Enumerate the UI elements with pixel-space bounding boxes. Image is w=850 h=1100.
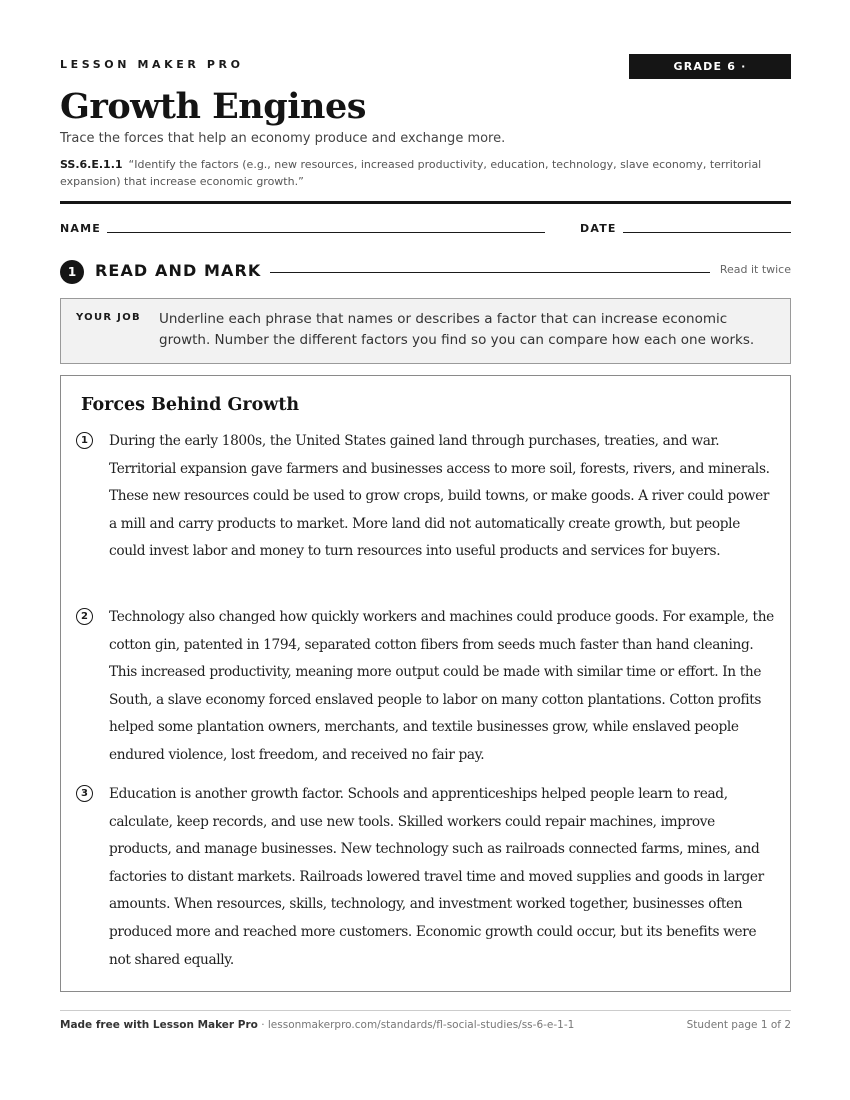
footer-divider [60, 1010, 791, 1011]
paragraph-number: 1 [76, 432, 93, 449]
paragraph-number: 3 [76, 785, 93, 802]
grade-badge: GRADE 6 · SS.6.E.1.1 [629, 54, 791, 79]
paragraph-number: 2 [76, 608, 93, 625]
paragraph: During the early 1800s, the United States gained land through purchases, treaties, and war. Territorial expansion gave farmers and businesses access to more soil, forests, rivers, and minerals. These new resources could be used to grow crops, build towns, or make goods. A river could power a mill and carry products to market. More land did not automatically create growth, but people could invest labor and money to turn resources into useful products and services for buyers. [109, 433, 770, 560]
section-note: Read it twice [719, 263, 791, 276]
standard-text: “Identify the factors (e.g., new resources, increased productivity, education, technology, slave economy, territorial expansion) that increase economic growth.” [60, 158, 762, 188]
name-label: NAME [60, 222, 101, 235]
date-label: DATE [580, 222, 617, 235]
instructions-label: YOUR JOB [76, 312, 141, 323]
section-number-badge: 1 [60, 260, 84, 284]
name-field[interactable] [107, 232, 545, 233]
section-header [60, 259, 791, 285]
section-divider [270, 272, 710, 273]
date-field[interactable] [623, 232, 791, 233]
instructions-box [60, 298, 791, 364]
paragraph: Education is another growth factor. Schools and apprenticeships helped people learn to read, calculate, keep records, and use new tools. Skilled workers could repair machines, improve products, and manage businesses. New technology such as railroads connected farms, mines, and factories to distant markets. Railroads lowered travel time and moved supplies and goods in larger amounts. When resources, skills, technology, and investment worked together, businesses often produced more and reached more customers. Economic growth could occur, but its benefits were not shared equally. [109, 786, 764, 968]
standard-code: SS.6.E.1.1 [60, 158, 123, 171]
section-title: READ AND MARK [95, 261, 262, 280]
brand-name: LESSON MAKER PRO [60, 58, 244, 71]
header-divider [60, 201, 791, 204]
footer-made-with: Made free with Lesson Maker Pro [60, 1019, 258, 1031]
reading-passage [60, 375, 791, 992]
instructions-text: Underline each phrase that names or describes a factor that can increase economic growth. Number the different factors you find so you can compare how each one works. [159, 311, 755, 348]
paragraph: Technology also changed how quickly workers and machines could produce goods. For example, the cotton gin, patented in 1794, separated cotton fibers from seeds much faster than hand cleaning. This increased productivity, meaning more output could be made with similar time or effort. In the South, a slave economy forced enslaved people to labor on many cotton plantations. Cotton profits helped some plantation owners, merchants, and textile businesses grow, while enslaved people endured violence, lost freedom, and received no fair pay. [109, 609, 774, 763]
footer-credit [60, 1019, 574, 1031]
passage-title: Forces Behind Growth [81, 395, 300, 415]
worksheet-page [60, 0, 791, 1100]
page-title: Growth Engines [60, 86, 366, 127]
standard-description [60, 156, 791, 190]
footer-separator: · [257, 1019, 268, 1031]
page-indicator: Student page 1 of 2 [686, 1019, 791, 1031]
footer-url[interactable]: lessonmakerpro.com/standards/fl-social-studies/ss-6-e-1-1 [267, 1019, 575, 1031]
page-subtitle: Trace the forces that help an economy produce and exchange more. [60, 131, 506, 146]
